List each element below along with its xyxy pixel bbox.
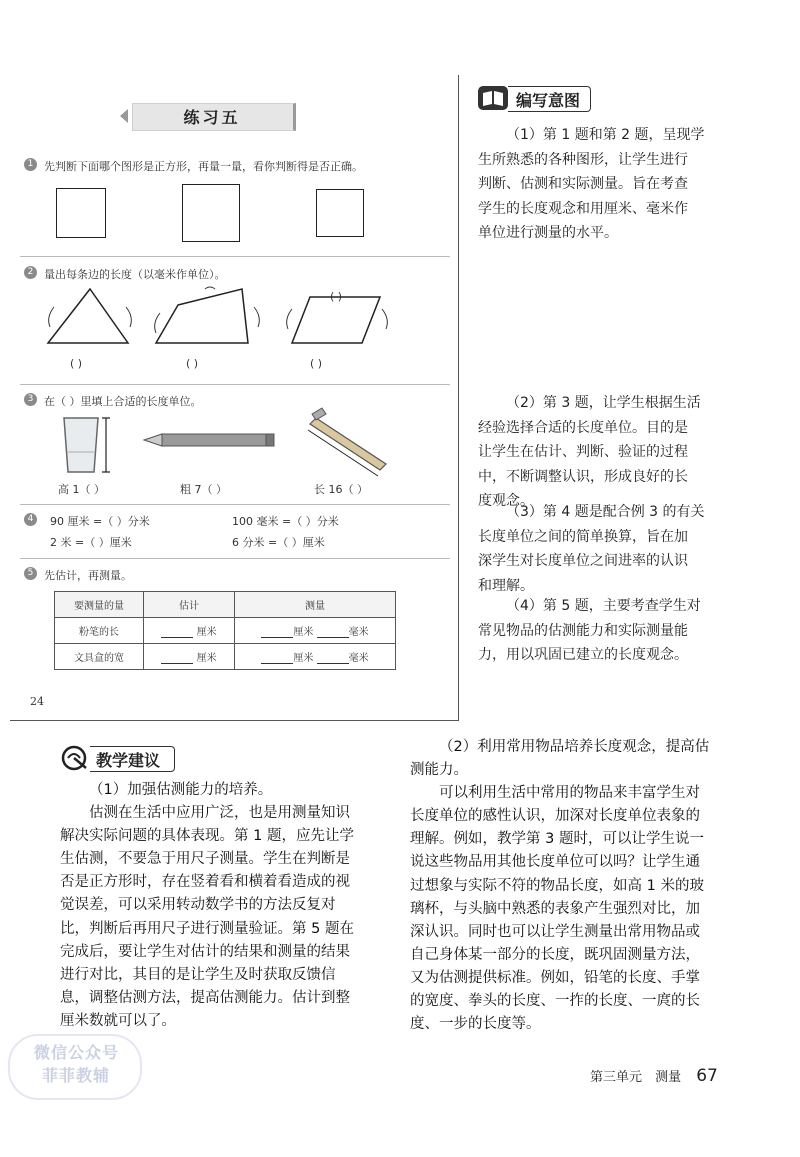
divider (20, 558, 450, 559)
q3-label-length: 长 16（ ） (314, 483, 368, 496)
question-5-text: 先估计，再测量。 (44, 569, 132, 582)
table-header: 要测量的量 (55, 592, 144, 618)
square-figure-1 (56, 188, 106, 238)
cup-image (58, 412, 128, 478)
question-5-number: 5 (24, 567, 37, 580)
question-2-number: 2 (24, 266, 37, 279)
q4-item-4: 6 分米 =（ ）厘米 (232, 536, 325, 549)
table-cell: 厘米 (144, 618, 235, 644)
q3-label-height: 高 1（ ） (58, 483, 105, 496)
trapezoid-shape (156, 289, 248, 343)
paren-blank: ( ) (70, 357, 83, 370)
square-figure-3 (316, 189, 364, 237)
intent-paragraph-3: （3）第 4 题是配合例 3 的有关 长度单位之间的简单换算，旨在加 深学生对长度单位之间进率的认识 和理解。 (478, 504, 705, 594)
toothbrush-image (300, 404, 400, 480)
divider (20, 256, 450, 257)
textbook-page-number: 24 (30, 695, 44, 708)
q3-label-thickness: 粗 7（ ） (180, 483, 227, 496)
suggest-left-column: （1）加强估测能力的培养。 估测在生活中应用广泛，也是用测量知识 解决实际问题的具体表现。第 1 题，应先让学 生估测，不要急于用尺子测量。学生在判断是 否是正方形时，存在竖着看和横着看造成的视 觉误差，可以采用转动数学书的方法反复对 比，判断后再用尺子进行测量验证。第 5 题在 完成后，要让学生对估计的结果和测量的结果 进行对比，其目的是让学生及时获取反馈信 息，调整估测方法，提高估测能力。估计到整 厘米数就可以了。 (60, 782, 354, 1029)
intent-paragraph-1: （1）第 1 题和第 2 题，呈现学 生所熟悉的各种图形，让学生进行 判断、估测和实际测量。旨在考查 学生的长度观念和用厘米、毫米作 单位进行测量的水平。 (478, 127, 705, 242)
paren-blank: ( ) (186, 357, 199, 370)
teaching-icon (60, 744, 92, 772)
triangle-shape (48, 289, 128, 343)
book-icon (478, 86, 508, 110)
table-row (55, 618, 396, 644)
book-icon (478, 86, 508, 110)
q4-item-2: 100 毫米 =（ ）分米 (232, 515, 339, 528)
table-header: 测量 (235, 592, 396, 618)
divider (20, 504, 450, 505)
table-row (55, 644, 396, 670)
paren-blank: ( ) (310, 357, 323, 370)
table-cell: 厘米 毫米 (235, 644, 396, 670)
intent-paragraph-4: （4）第 5 题，主要考查学生对 常见物品的估测能力和实际测量能 力，用以巩固已建立的长度观念。 (478, 598, 701, 664)
question-1-number: 1 (24, 158, 37, 171)
shapes-figure (30, 283, 430, 373)
question-4-number: 4 (24, 513, 37, 526)
measurement-table (54, 591, 396, 670)
page-footer (590, 1066, 718, 1086)
suggest-heading: 教学建议 (96, 751, 161, 770)
pencil-image (140, 430, 280, 450)
watermark-line-1: 微信公众号 (34, 1043, 120, 1062)
intent-paragraph-2: （2）第 3 题，让学生根据生活 经验选择合适的长度单位。目的是 让学生在估计、判断、验证的过程 中，不断调整认识，形成良好的长 度观念。 (478, 395, 701, 510)
banner-arrow-icon (120, 109, 128, 123)
table-cell: 文具盒的宽 (55, 644, 144, 670)
question-3-text: 在（ ）里填上合适的长度单位。 (44, 395, 202, 408)
suggest-right-column: （2）利用常用物品培养长度观念，提高估 测能力。 可以利用生活中常用的物品来丰富学生对 长度单位的感性认识，加深对长度单位表象的 理解。例如，教学第 3 题时，可以让学生说一 说这些物品用其他长度单位可以吗？让学生通 过想象与实际不符的物品长度，如高 1 米的玻 璃杯，与头脑中熟悉的表象产生强烈对比，加 深认识。同时也可以让学生测量出常用物品或 自己身体某一部分的长度，既巩固测量方法， 又为估测提供标准。例如，铅笔的长度、手掌 的宽度、拳头的长度、一拃的长度、一庹的长 度、一步的长度等。 (410, 739, 710, 1033)
parallelogram-shape (292, 297, 380, 343)
exercise-title: 练习五 (183, 108, 241, 127)
footer-unit: 第三单元 (590, 1070, 643, 1085)
table-cell: 厘米 毫米 (235, 618, 396, 644)
table-cell: 厘米 (144, 644, 235, 670)
question-3-number: 3 (24, 393, 37, 406)
question-1-text: 先判断下面哪个图形是正方形，再量一量，看你判断得是否正确。 (44, 160, 363, 173)
watermark-line-2: 菲菲教辅 (42, 1066, 111, 1085)
footer-chapter: 测量 (655, 1070, 682, 1085)
q4-item-3: 2 米 =（ ）厘米 (50, 536, 132, 549)
table-header-row (55, 592, 396, 618)
paren-blank: ( ) (330, 290, 343, 303)
table-cell: 粉笔的长 (55, 618, 144, 644)
intent-heading: 编写意图 (516, 91, 581, 110)
square-figure-2 (182, 184, 240, 242)
q4-item-1: 90 厘米 =（ ）分米 (50, 515, 150, 528)
divider (20, 384, 450, 385)
footer-page-number: 67 (696, 1066, 718, 1086)
table-header: 估计 (144, 592, 235, 618)
question-2-text: 量出每条边的长度（以毫米作单位）。 (44, 268, 226, 281)
